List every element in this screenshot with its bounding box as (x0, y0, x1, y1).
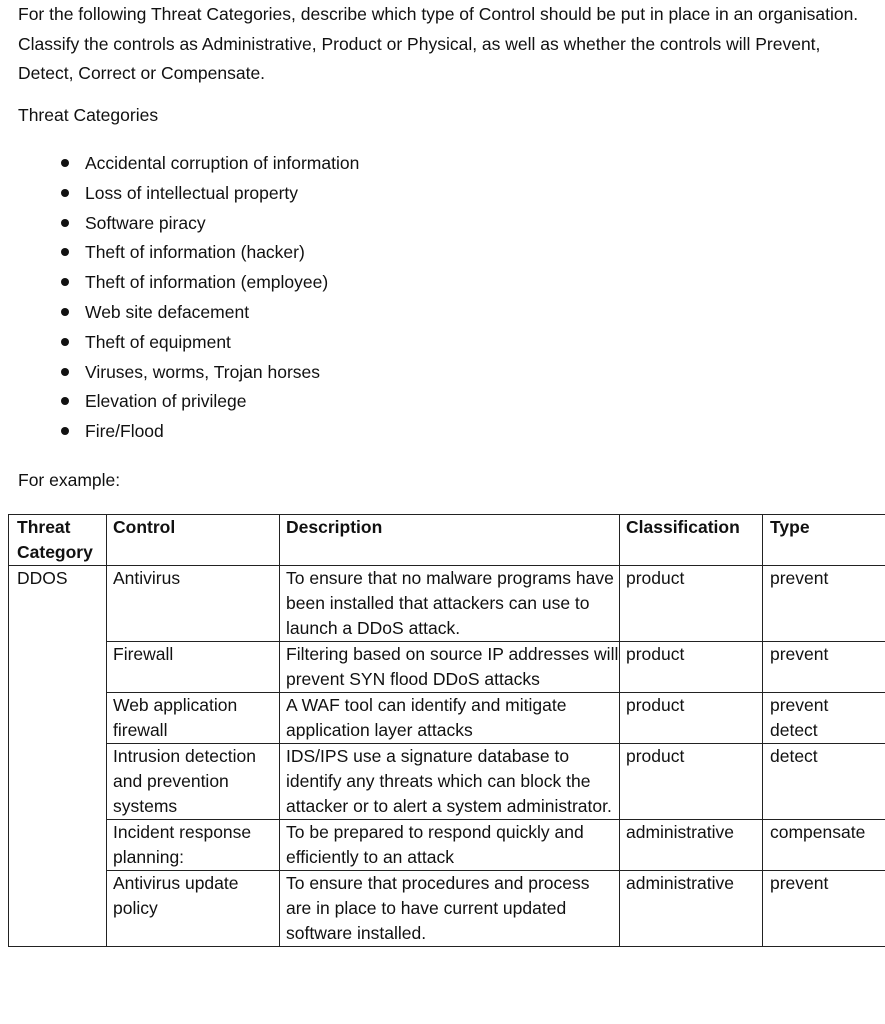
threat-category-cell: DDOS (9, 566, 107, 947)
threat-list (0, 150, 359, 448)
list-item: Theft of equipment (0, 329, 359, 359)
header-description: Description (280, 515, 620, 566)
bullet-icon (61, 278, 69, 286)
bullet-icon (61, 219, 69, 227)
bullet-icon (61, 308, 69, 316)
type-cell: prevent detect (763, 693, 885, 744)
table-row (9, 820, 885, 871)
bullet-icon (61, 427, 69, 435)
bullet-icon (61, 397, 69, 405)
header-classification: Classification (620, 515, 763, 566)
classification-cell: administrative (620, 871, 763, 947)
table-row (9, 744, 885, 820)
bullet-icon (61, 368, 69, 376)
description-cell: To ensure that procedures and process are in place to have current updated software installed. (280, 871, 620, 947)
type-cell: prevent (763, 871, 885, 947)
table-row (9, 642, 885, 693)
header-type: Type (763, 515, 885, 566)
list-item: Software piracy (0, 210, 359, 240)
control-cell: Antivirus update policy (107, 871, 280, 947)
classification-cell: product (620, 693, 763, 744)
header-control: Control (107, 515, 280, 566)
table-row (9, 871, 885, 947)
classification-cell: product (620, 642, 763, 693)
description-cell: Filtering based on source IP addresses will prevent SYN flood DDoS attacks (280, 642, 620, 693)
bullet-icon (61, 189, 69, 197)
list-item: Loss of intellectual property (0, 180, 359, 210)
bullet-icon (61, 159, 69, 167)
table-row (9, 693, 885, 744)
list-item: Elevation of privilege (0, 388, 359, 418)
bullet-icon (61, 338, 69, 346)
description-cell: IDS/IPS use a signature database to identify any threats which can block the attacker or to alert a system administrator. (280, 744, 620, 820)
control-cell: Web application firewall (107, 693, 280, 744)
description-cell: To ensure that no malware programs have been installed that attackers can use to launch a DDoS attack. (280, 566, 620, 642)
table-row (9, 566, 885, 642)
description-cell: A WAF tool can identify and mitigate application layer attacks (280, 693, 620, 744)
example-label: For example: (18, 470, 121, 490)
type-cell: detect (763, 744, 885, 820)
controls-table (8, 514, 885, 947)
classification-cell: product (620, 566, 763, 642)
type-cell: prevent (763, 642, 885, 693)
header-threat-category: Threat Category (9, 515, 107, 566)
description-cell: To be prepared to respond quickly and efficiently to an attack (280, 820, 620, 871)
list-item: Fire/Flood (0, 418, 359, 448)
list-item: Theft of information (employee) (0, 269, 359, 299)
table-header-row (9, 515, 885, 566)
type-cell: compensate (763, 820, 885, 871)
list-item: Accidental corruption of information (0, 150, 359, 180)
threat-categories-heading: Threat Categories (18, 105, 159, 125)
control-cell: Antivirus (107, 566, 280, 642)
list-item: Viruses, worms, Trojan horses (0, 359, 359, 389)
classification-cell: product (620, 744, 763, 820)
classification-cell: administrative (620, 820, 763, 871)
instructions-paragraph: For the following Threat Categories, describe which type of Control should be put in place in an organisation. Classify the controls as Administrative, Product or Physical, as well as whether the controls will Prevent, Detect, Correct or Compensate. (18, 4, 859, 83)
control-cell: Incident response planning: (107, 820, 280, 871)
control-cell: Intrusion detection and prevention systems (107, 744, 280, 820)
list-item: Theft of information (hacker) (0, 239, 359, 269)
type-cell: prevent (763, 566, 885, 642)
list-item: Web site defacement (0, 299, 359, 329)
bullet-icon (61, 248, 69, 256)
control-cell: Firewall (107, 642, 280, 693)
